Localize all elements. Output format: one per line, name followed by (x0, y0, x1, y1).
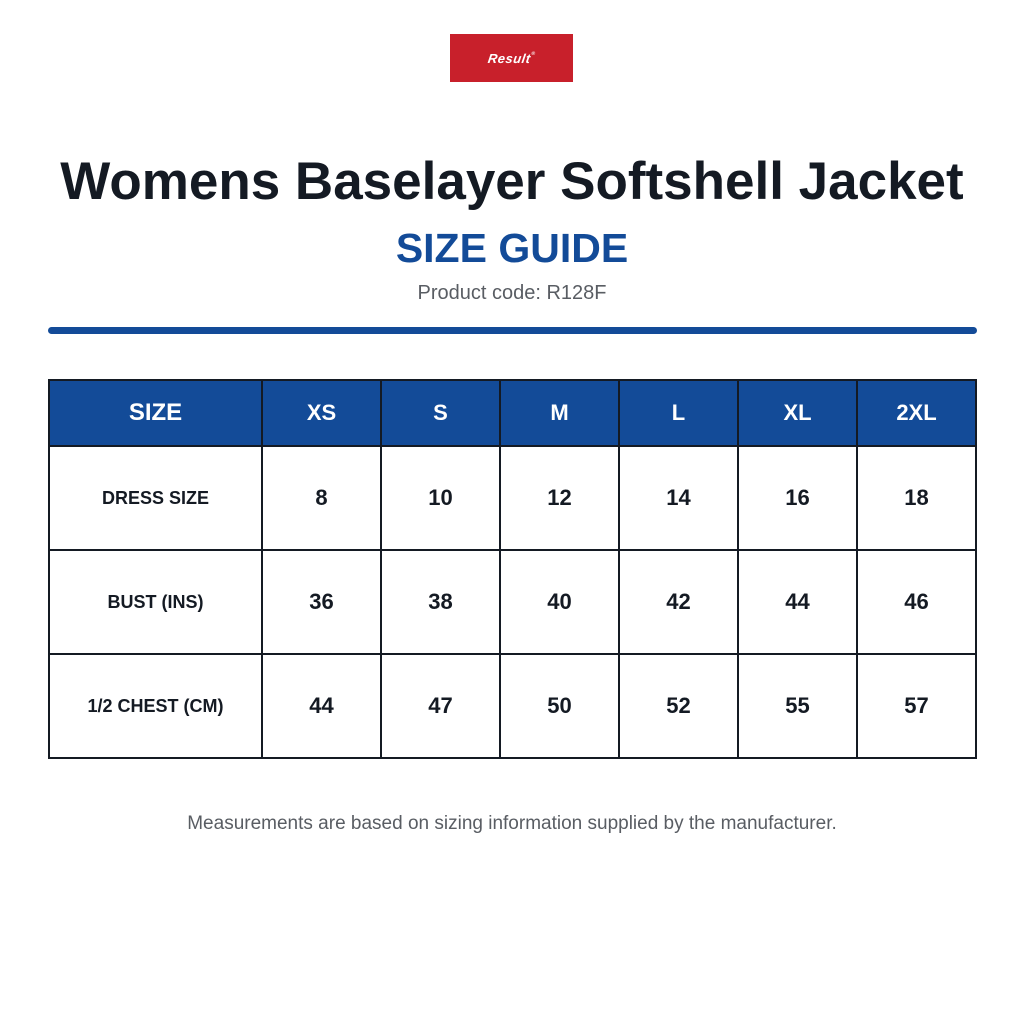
brand-logo (450, 34, 573, 82)
brand-logo-text (487, 51, 536, 66)
table-cell: 44 (738, 550, 857, 654)
size-column-header: SIZE (49, 380, 262, 446)
page-title: Womens Baselayer Softshell Jacket (60, 152, 964, 211)
table-cell: 47 (381, 654, 500, 758)
row-label: DRESS SIZE (49, 446, 262, 550)
size-header-2xl: 2XL (857, 380, 976, 446)
table-cell: 50 (500, 654, 619, 758)
table-cell: 55 (738, 654, 857, 758)
product-code: Product code: R128F (417, 282, 607, 304)
table-cell: 42 (619, 550, 738, 654)
row-label: 1/2 CHEST (CM) (49, 654, 262, 758)
size-header-xl: XL (738, 380, 857, 446)
table-cell: 12 (500, 446, 619, 550)
table-cell: 46 (857, 550, 976, 654)
header-divider (48, 327, 977, 334)
table-cell: 14 (619, 446, 738, 550)
row-label: BUST (INS) (49, 550, 262, 654)
table-cell: 40 (500, 550, 619, 654)
size-header-s: S (381, 380, 500, 446)
size-header-m: M (500, 380, 619, 446)
table-row-bust (49, 550, 976, 654)
table-cell: 38 (381, 550, 500, 654)
brand-logo-word: Result (486, 50, 532, 66)
footnote: Measurements are based on sizing information supplied by the manufacturer. (187, 813, 837, 834)
table-cell: 8 (262, 446, 381, 550)
trademark-mark: ® (530, 50, 537, 57)
table-row-half-chest (49, 654, 976, 758)
table-row-dress-size (49, 446, 976, 550)
table-cell: 57 (857, 654, 976, 758)
size-header-row (49, 380, 976, 446)
table-cell: 18 (857, 446, 976, 550)
table-cell: 16 (738, 446, 857, 550)
size-header-xs: XS (262, 380, 381, 446)
page-subtitle: SIZE GUIDE (395, 225, 629, 271)
size-table (48, 379, 977, 759)
table-cell: 44 (262, 654, 381, 758)
table-cell: 36 (262, 550, 381, 654)
table-cell: 10 (381, 446, 500, 550)
table-cell: 52 (619, 654, 738, 758)
size-header-l: L (619, 380, 738, 446)
